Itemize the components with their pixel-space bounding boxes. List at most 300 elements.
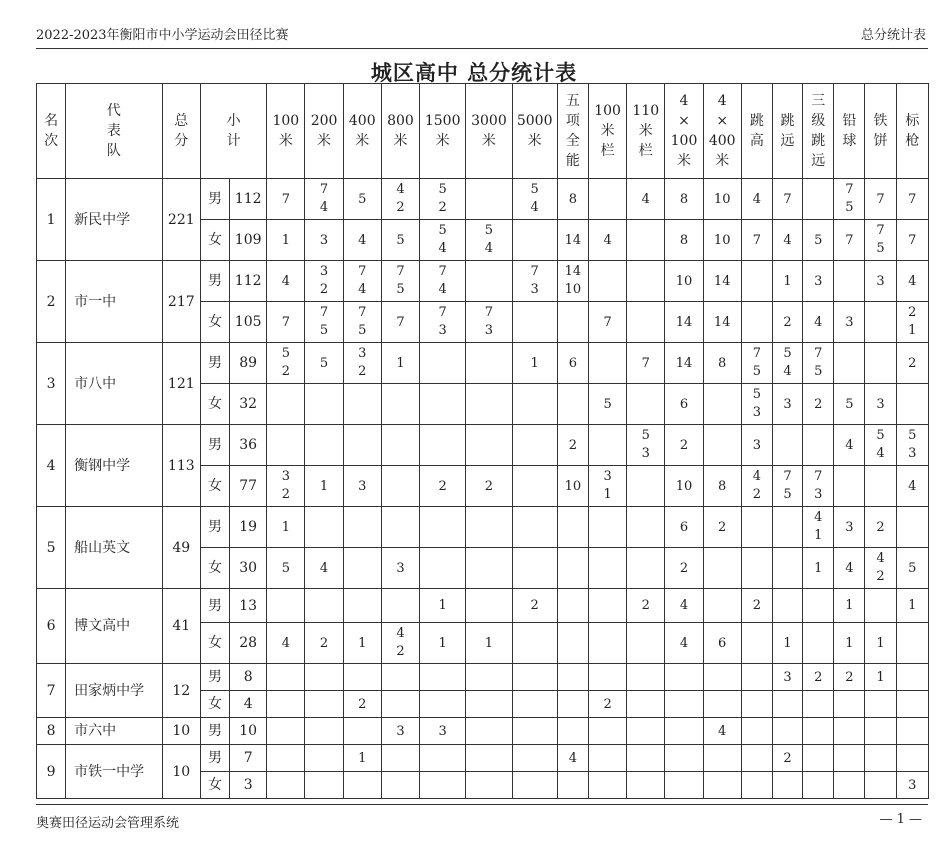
event-score-cell (512, 745, 557, 772)
rank-cell: 4 (37, 425, 66, 507)
event-score: 1 (319, 478, 329, 494)
event-score: 2 (845, 669, 854, 685)
event-score-cell (772, 745, 802, 772)
event-score-cell (627, 261, 665, 302)
event-score: 2 (568, 437, 578, 453)
gender-cell: 女 (200, 466, 229, 507)
event-score-cell (420, 302, 466, 343)
event-score-cell (703, 745, 741, 772)
event-score-cell (703, 466, 741, 507)
event-score-cell (741, 548, 772, 589)
event-score-cell (343, 384, 381, 425)
event-score-cell (588, 343, 626, 384)
gender-cell: 男 (200, 425, 229, 466)
event-score: 5 (396, 232, 405, 248)
event-score: 1 (438, 635, 447, 651)
event-score: 4 (281, 635, 290, 651)
event-score-cell (665, 548, 703, 589)
event-score: 7 5 (319, 305, 329, 338)
event-score: 2 (783, 314, 792, 330)
subtotal-cell: 112 (230, 261, 267, 302)
event-score-cell (381, 220, 419, 261)
event-score-cell (588, 691, 626, 718)
event-score-cell (588, 261, 626, 302)
col-event: 跳 远 (772, 84, 802, 179)
event-score-cell (772, 384, 802, 425)
event-score-cell (865, 302, 896, 343)
event-score-cell (627, 772, 665, 799)
event-score-cell (420, 745, 466, 772)
event-score-cell (588, 589, 626, 623)
event-score: 10 (675, 273, 693, 289)
event-score-cell (343, 343, 381, 384)
event-score-cell (512, 623, 557, 664)
event-score-cell (665, 772, 703, 799)
event-score-cell (466, 261, 512, 302)
event-score-cell (381, 589, 419, 623)
event-score-cell (896, 772, 928, 799)
gender-cell: 男 (200, 664, 229, 691)
event-score-cell (381, 384, 419, 425)
team-name-cell: 新民中学 (66, 179, 163, 261)
event-score-cell (420, 220, 466, 261)
event-score-cell (420, 466, 466, 507)
event-score-cell (627, 548, 665, 589)
event-score-cell (305, 772, 343, 799)
event-score-cell (703, 179, 741, 220)
event-score-cell (865, 384, 896, 425)
event-score-cell (343, 507, 381, 548)
table-row (37, 343, 929, 384)
event-score-cell (466, 745, 512, 772)
col-team: 代 表 队 (66, 84, 163, 179)
event-score: 7 (752, 232, 762, 248)
event-score: 4 (641, 191, 650, 207)
event-score: 14 (564, 232, 582, 248)
event-score-cell (343, 772, 381, 799)
team-name-cell: 市铁一中学 (66, 745, 163, 799)
event-score: 4 (908, 478, 917, 494)
event-score-cell (466, 548, 512, 589)
event-score-cell (627, 220, 665, 261)
event-score: 4 (568, 750, 578, 766)
event-score: 3 (396, 723, 405, 739)
event-score-cell (343, 425, 381, 466)
event-score: 3 2 (358, 346, 367, 379)
header-doc-name: 总分统计表 (860, 28, 926, 43)
event-score-cell (343, 691, 381, 718)
col-event: 铁 饼 (865, 84, 896, 179)
event-score: 1 (281, 519, 290, 535)
event-score-cell (557, 507, 588, 548)
event-score-cell (466, 220, 512, 261)
subtotal-cell: 109 (230, 220, 267, 261)
event-score-cell (512, 343, 557, 384)
event-score: 7 (603, 314, 612, 330)
event-score: 10 (713, 232, 731, 248)
event-score-cell (703, 691, 741, 718)
score-table (36, 83, 929, 799)
event-score-cell (865, 664, 896, 691)
event-score-cell (741, 466, 772, 507)
event-score-cell (588, 664, 626, 691)
gender-cell: 女 (200, 548, 229, 589)
event-score: 7 (396, 314, 405, 330)
event-score-cell (588, 548, 626, 589)
col-event: 110 米 栏 (627, 84, 665, 179)
event-score: 14 10 (564, 264, 582, 297)
event-score: 2 (530, 598, 539, 613)
gender-cell: 女 (200, 772, 229, 799)
event-score: 2 (814, 669, 823, 685)
event-score-cell (896, 745, 928, 772)
col-event: 100 米 栏 (588, 84, 626, 179)
event-score-cell (772, 507, 802, 548)
event-score-cell (865, 745, 896, 772)
event-score-cell (803, 384, 834, 425)
col-event: 4 × 400 米 (703, 84, 741, 179)
event-score: 1 (876, 669, 885, 685)
event-score-cell (665, 507, 703, 548)
event-score-cell (420, 623, 466, 664)
event-score: 7 5 (814, 346, 823, 379)
team-name-cell: 田家炳中学 (66, 664, 163, 718)
event-score-cell (703, 772, 741, 799)
event-score: 4 (783, 232, 792, 248)
event-score-cell (741, 261, 772, 302)
event-score: 7 (908, 232, 917, 248)
event-score-cell (665, 425, 703, 466)
event-score: 4 (679, 598, 689, 613)
event-score: 7 4 (438, 264, 447, 297)
event-score: 5 4 (484, 223, 494, 256)
event-score-cell (381, 507, 419, 548)
event-score: 6 (679, 396, 689, 412)
event-score: 2 (438, 478, 447, 494)
event-score-cell (267, 623, 305, 664)
event-score-cell (803, 466, 834, 507)
event-score: 14 (675, 314, 693, 330)
subtotal-cell: 77 (230, 466, 267, 507)
event-score-cell (865, 507, 896, 548)
event-score: 7 5 (358, 305, 367, 338)
event-score-cell (627, 507, 665, 548)
event-score: 1 (438, 598, 447, 613)
event-score-cell (627, 466, 665, 507)
team-name-cell: 船山英文 (66, 507, 163, 589)
event-score-cell (557, 384, 588, 425)
event-score-cell (627, 589, 665, 623)
event-score: 5 4 (783, 346, 792, 379)
event-score-cell (343, 548, 381, 589)
event-score-cell (834, 507, 865, 548)
event-score-cell (896, 179, 928, 220)
event-score: 2 (358, 696, 367, 712)
event-score: 3 (358, 478, 367, 494)
event-score: 4 (814, 314, 823, 330)
event-score-cell (665, 664, 703, 691)
event-score-cell (420, 261, 466, 302)
event-score-cell (741, 343, 772, 384)
event-score-cell (834, 179, 865, 220)
event-score-cell (665, 302, 703, 343)
event-score-cell (420, 548, 466, 589)
event-score: 4 2 (752, 469, 762, 502)
event-score-cell (665, 589, 703, 623)
subtotal-cell: 112 (230, 179, 267, 220)
total-score-cell: 221 (162, 179, 200, 261)
subtotal-cell: 89 (230, 343, 267, 384)
event-score-cell (588, 772, 626, 799)
event-score-cell (772, 772, 802, 799)
rank-cell: 9 (37, 745, 66, 799)
event-score-cell (741, 745, 772, 772)
event-score-cell (803, 664, 834, 691)
event-score: 3 (783, 396, 792, 412)
event-score-cell (305, 302, 343, 343)
event-score-cell (588, 302, 626, 343)
event-score-cell (466, 466, 512, 507)
event-score-cell (512, 718, 557, 745)
event-score: 5 4 (876, 428, 885, 461)
event-score-cell (557, 343, 588, 384)
event-score: 3 2 (319, 264, 329, 297)
event-score-cell (557, 425, 588, 466)
event-score-cell (665, 691, 703, 718)
event-score: 3 (438, 723, 447, 739)
event-score-cell (772, 664, 802, 691)
table-row (37, 745, 929, 772)
event-score: 3 (783, 669, 792, 685)
event-score-cell (865, 261, 896, 302)
event-score-cell (703, 589, 741, 623)
event-score-cell (588, 384, 626, 425)
event-score-cell (420, 507, 466, 548)
event-score-cell (772, 691, 802, 718)
rank-cell: 6 (37, 589, 66, 664)
event-score-cell (896, 302, 928, 343)
subtotal-cell: 10 (230, 718, 267, 745)
subtotal-cell: 7 (230, 745, 267, 772)
subtotal-cell: 36 (230, 425, 267, 466)
event-score: 7 3 (484, 305, 494, 338)
event-score: 7 (845, 232, 854, 248)
team-name-cell: 衡钢中学 (66, 425, 163, 507)
event-score-cell (588, 179, 626, 220)
event-score-cell (834, 745, 865, 772)
event-score-cell (627, 343, 665, 384)
page-header (0, 0, 948, 50)
event-score-cell (627, 179, 665, 220)
event-score-cell (557, 302, 588, 343)
rank-cell: 2 (37, 261, 66, 343)
event-score-cell (665, 745, 703, 772)
event-score: 3 (752, 437, 762, 453)
event-score-cell (420, 772, 466, 799)
event-score-cell (896, 343, 928, 384)
event-score-cell (588, 507, 626, 548)
event-score: 4 2 (396, 182, 405, 215)
event-score-cell (896, 384, 928, 425)
event-score-cell (834, 220, 865, 261)
event-score-cell (512, 466, 557, 507)
event-score-cell (557, 664, 588, 691)
event-score-cell (627, 302, 665, 343)
event-score-cell (896, 623, 928, 664)
event-score: 2 (319, 635, 329, 651)
event-score-cell (741, 425, 772, 466)
event-score: 8 (679, 191, 689, 207)
event-score: 7 5 (783, 469, 792, 502)
gender-cell: 女 (200, 220, 229, 261)
table-row (37, 261, 929, 302)
event-score: 6 (568, 355, 578, 371)
event-score-cell (466, 718, 512, 745)
event-score-cell (267, 384, 305, 425)
event-score-cell (557, 466, 588, 507)
event-score: 8 (679, 232, 689, 248)
event-score-cell (466, 179, 512, 220)
header-divider (36, 48, 928, 49)
event-score-cell (420, 179, 466, 220)
event-score-cell (267, 220, 305, 261)
event-score-cell (381, 772, 419, 799)
event-score: 4 2 (396, 626, 405, 659)
event-score: 2 (679, 560, 689, 576)
event-score-cell (343, 745, 381, 772)
event-score-cell (512, 425, 557, 466)
event-score: 6 (679, 519, 689, 535)
event-score-cell (466, 691, 512, 718)
event-score: 5 4 (530, 182, 539, 215)
event-score-cell (557, 745, 588, 772)
event-score: 7 5 (845, 182, 854, 215)
event-score: 7 (281, 314, 290, 330)
event-score-cell (703, 302, 741, 343)
event-score: 1 (908, 598, 917, 613)
event-score-cell (772, 220, 802, 261)
event-score-cell (627, 745, 665, 772)
event-score-cell (343, 220, 381, 261)
event-score: 14 (713, 273, 731, 289)
event-score-cell (834, 623, 865, 664)
event-score-cell (381, 691, 419, 718)
event-score: 3 (876, 396, 885, 412)
team-name-cell: 市一中 (66, 261, 163, 343)
event-score-cell (305, 548, 343, 589)
event-score-cell (896, 261, 928, 302)
col-event: 100 米 (267, 84, 305, 179)
event-score-cell (834, 691, 865, 718)
event-score: 8 (568, 191, 578, 207)
event-score: 7 4 (358, 264, 367, 297)
event-score-cell (834, 343, 865, 384)
event-score-cell (896, 691, 928, 718)
event-score-cell (665, 220, 703, 261)
event-score-cell (343, 302, 381, 343)
event-score-cell (896, 548, 928, 589)
rank-cell: 3 (37, 343, 66, 425)
event-score-cell (512, 302, 557, 343)
event-score-cell (557, 718, 588, 745)
col-event: 200 米 (305, 84, 343, 179)
event-score-cell (305, 745, 343, 772)
event-score-cell (381, 745, 419, 772)
event-score: 8 (718, 355, 727, 371)
event-score-cell (267, 589, 305, 623)
event-score: 1 (530, 355, 539, 371)
event-score-cell (557, 261, 588, 302)
event-score-cell (466, 302, 512, 343)
rank-cell: 7 (37, 664, 66, 718)
event-score-cell (588, 466, 626, 507)
event-score-cell (703, 664, 741, 691)
subtotal-cell: 4 (230, 691, 267, 718)
event-score: 5 (603, 396, 612, 412)
event-score-cell (267, 548, 305, 589)
table-row (37, 179, 929, 220)
event-score-cell (267, 691, 305, 718)
event-score-cell (741, 589, 772, 623)
gender-cell: 女 (200, 691, 229, 718)
event-score-cell (865, 343, 896, 384)
event-score: 2 (641, 598, 650, 613)
footer-system-name: 奥赛田径运动会管理系统 (36, 816, 180, 831)
event-score-cell (803, 623, 834, 664)
event-score: 1 (845, 598, 854, 613)
event-score-cell (865, 718, 896, 745)
event-score: 7 (281, 191, 290, 207)
event-score-cell (665, 261, 703, 302)
event-score-cell (741, 718, 772, 745)
subtotal-cell: 19 (230, 507, 267, 548)
event-score: 2 (752, 598, 762, 613)
event-score: 7 4 (319, 182, 329, 215)
event-score-cell (512, 261, 557, 302)
event-score-cell (420, 691, 466, 718)
event-score: 4 1 (814, 510, 823, 543)
event-score-cell (267, 466, 305, 507)
event-score: 1 (845, 635, 854, 651)
event-score: 7 (641, 355, 650, 371)
event-score: 2 (814, 396, 823, 412)
event-score-cell (803, 343, 834, 384)
event-score-cell (741, 302, 772, 343)
event-score: 8 (718, 478, 727, 494)
event-score-cell (305, 466, 343, 507)
event-score-cell (305, 425, 343, 466)
gender-cell: 女 (200, 623, 229, 664)
event-score-cell (703, 220, 741, 261)
subtotal-cell: 28 (230, 623, 267, 664)
header-title: 2022-2023年衡阳市中小学运动会田径比赛 (36, 28, 289, 43)
event-score-cell (381, 425, 419, 466)
page-number: — 1 — (879, 812, 922, 827)
event-score-cell (703, 384, 741, 425)
event-score-cell (588, 718, 626, 745)
col-event: 铅 球 (834, 84, 865, 179)
event-score: 4 (679, 635, 689, 651)
team-name-cell: 博文高中 (66, 589, 163, 664)
event-score: 1 (814, 560, 823, 576)
event-score-cell (665, 384, 703, 425)
col-event: 1500 米 (420, 84, 466, 179)
event-score-cell (512, 507, 557, 548)
event-score-cell (557, 179, 588, 220)
event-score-cell (896, 466, 928, 507)
event-score: 3 (396, 560, 405, 576)
event-score-cell (267, 179, 305, 220)
